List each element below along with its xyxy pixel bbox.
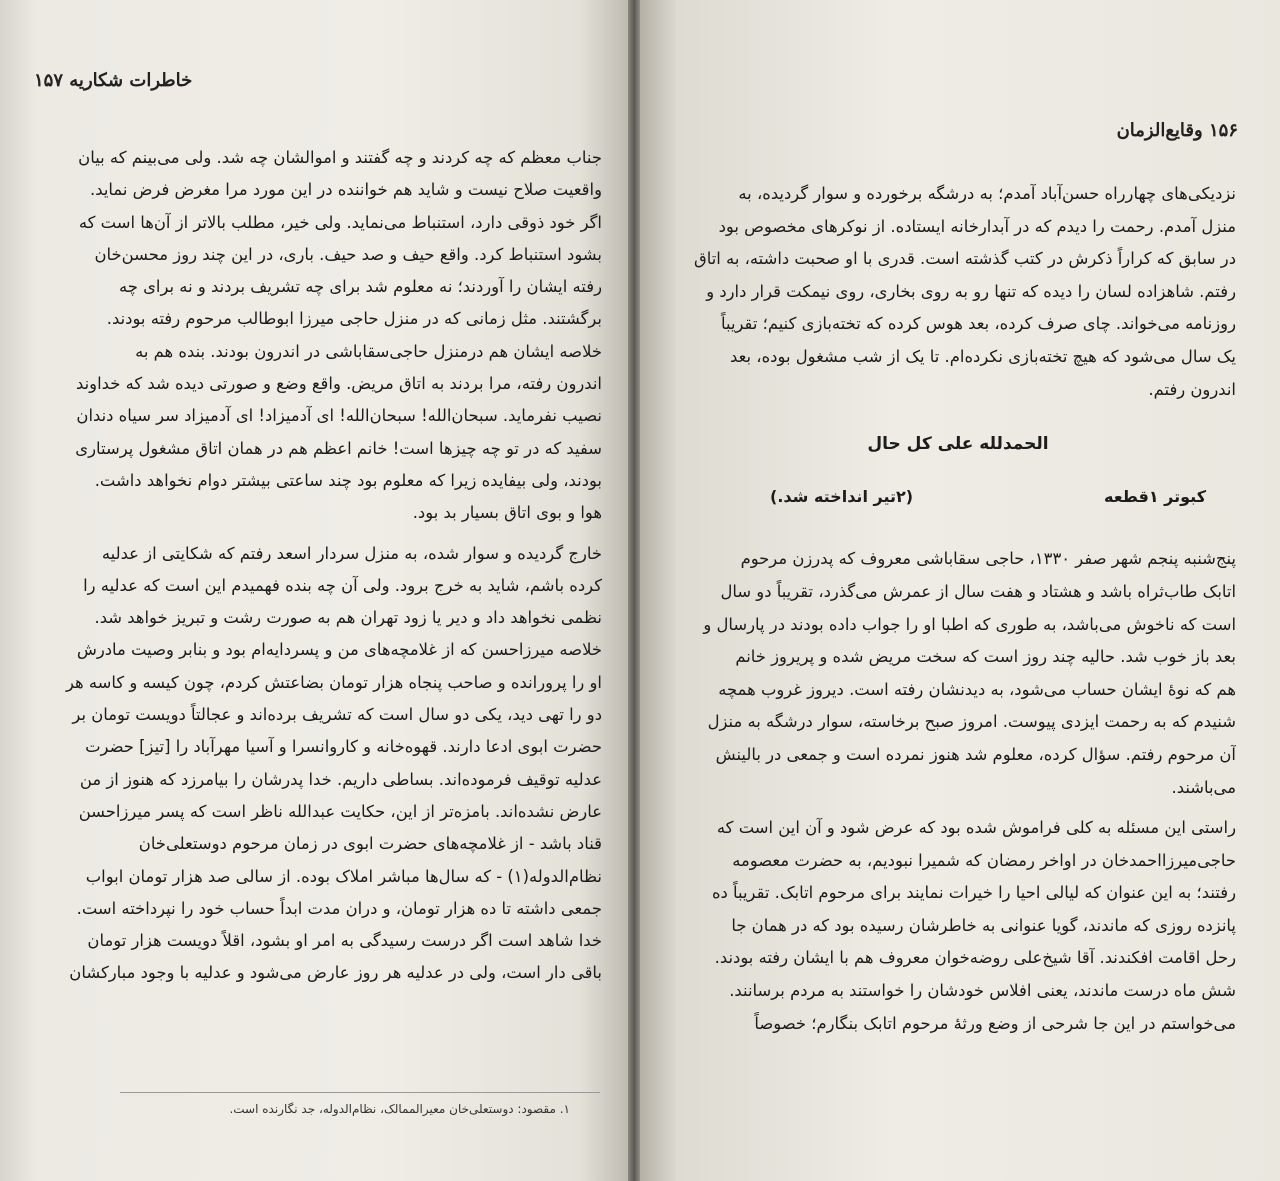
text-line: واقعیت صلاح نیست و شاید هم خواننده در این مورد مرا مغرض فرض نماید. [90,180,602,200]
hunt-tally-shots: (۲تیر انداخته شد.) [770,486,914,506]
text-line: جناب معظم که چه کردند و چه گفتند و اموالشان چه شد. ولی می‌بینم که بیان [78,148,602,167]
right-paragraph-2 [680,812,1236,1040]
text-line: اندرون رفتم. [1148,379,1236,399]
text-line: نظمی نخواهد داد و دیر یا زود تهران هم به صورت رشت و تبریز خواهد شد. [94,608,602,628]
text-line: پنج‌شنبه پنجم شهر صفر ۱۳۳۰، حاجی سقاباشی معروف که پدرزن مرحوم [740,549,1236,569]
text-line: خارج گردیده و سوار شده، به منزل سردار اسعد رفتم که شکایتی از عدلیه [101,543,602,563]
right-page [640,0,1280,1181]
text-line: عارض نشده‌اند. بامزه‌تر از این، حکایت عبدالله ناظر است که پسر میرزاحسن [78,801,602,821]
text-line: باقی دار است، ولی در عدلیه هر روز عارض می‌شود و عدلیه با وجود مبارکشان [69,963,602,983]
text-line: منزل آمدم. رحمت را دیدم که در آبدارخانه ایستاده. از نوکرهای مخصوص بود [718,216,1236,236]
text-line: رفتند؛ به این عنوان که لیالی احیا را خیرات نمایند برای مرحوم اتابک. تقریباً ده [711,883,1236,903]
text-line: هم که نوهٔ ایشان حساب می‌شود، به دیدنشان رفته است. دیروز غروب همچه [718,679,1236,699]
text-line: هوا و بوی اتاق بسیار بد بود. [412,503,602,523]
text-line: نظام‌الدوله(۱) - که سال‌ها مباشر املاک بوده. از سالی صد هزار تومان ابواب [85,866,602,886]
left-page-body [34,142,602,990]
left-page [0,0,630,1181]
text-line: عدلیه توقیف فرموده‌اند. بساطی داریم. خدا پدرشان را بیامرزد که هنوز از من [79,769,602,789]
text-line: خدا شاهد است اگر درست رسیدگی به امر او بشود، اقلاً دویست هزار تومان [87,931,602,951]
text-line: راستی این مسئله به کلی فراموش شده بود که عرض شود و آن این است که [716,818,1236,838]
text-line: رفتم. شاهزاده لسان را دیده که تنها رو به روی بخاری، روی نیمکت قرار دارد و [706,281,1236,301]
hunt-tally [680,481,1236,514]
left-page-header: خاطرات شکاریه ۱۵۷ [34,70,193,91]
section-title: الحمدلله علی کل حال [867,434,1049,455]
text-line: است که ناخوش می‌باشد، به طوری که اطبا او را جواب داده بودند در پارسال و [703,614,1236,634]
right-intro-paragraph [680,178,1236,406]
text-line: او را پرورانده و صاحب پنجاه هزار تومان بضاعتش کردم، چون کیسه و کاسه هر [65,672,602,692]
text-line: سفید که در تو چه چیزها است! خانم اعظم هم در همان اتاق مشغول پرستاری [75,438,602,458]
text-line: می‌خواستم در این جا شرحی از وضع ورثهٔ مرحوم اتابک بنگارم؛ خصوصاً [754,1013,1236,1033]
text-line: شش ماه درست ماندند، یعنی افلاس خودشان را خواستند به مردم برسانند. [729,981,1236,1001]
right-page-body [680,178,1236,1040]
text-line: برگشتند. مثل زمانی که در منزل حاجی میرزا ابوطالب مرحوم رفته بودند. [106,309,602,329]
text-line: خلاصه میرزاحسن که از غلامچه‌های من و پسردایه‌ام بود و بنابر وصیت مادرش [76,640,602,660]
text-line: یک سال می‌شود که هیچ تخته‌بازی نکرده‌ام. تا یک از شب مشغول بوده، بعد [730,346,1236,366]
text-line: آن مرحوم رفتم. سؤال کرده، معلوم شد هنوز نمرده است و جمعی در بالینش [715,744,1236,764]
text-line: قناد باشد - از غلامچه‌های حضرت ابوی در زمان مرحوم دوستعلی‌خان [138,834,602,854]
text-line: نزدیکی‌های چهارراه حسن‌آباد آمدم؛ به درشگه برخورده و سوار گردیده، به [738,184,1236,203]
text-line: پانزده روزی که ماندند، گویا عنوانی به خاطرشان رسیده بود که در همان جا [731,915,1236,935]
text-line: جمعی داشته تا ده هزار تومان، و دران مدت ابداً حساب خود را نپرداخته است. [76,898,602,918]
text-line: کرده باشم، شاید به خرج برود. ولی آن چه بنده فهمیدم این است که عدلیه را [83,575,602,595]
text-line: بعد باز خوب شد. حالیه چند روز است که سخت مریض شده و پریروز خانم [735,647,1236,667]
text-line: شنیدم که به رحمت ایزدی پیوست. امروز صبح برخاسته، سوار درشگه به منزل [707,712,1236,732]
footnote-divider [120,1092,600,1093]
text-line: اگر خود ذوقی دارد، استنباط می‌نماید. ولی خیر، مطلب بالاتر از آن‌ها است که [78,212,602,232]
text-line: در سابق که کراراً ذکرش در کتب گذشته است. قدری با او صحبت داشته، به اتاق [694,249,1236,269]
footnote: ۱. مقصود: دوستعلی‌خان معیرالممالک، نظام‌الدوله، جد نگارنده است. [229,1102,570,1116]
text-line: دو را تهی دید، یکی دو سال است که تشریف برده‌اند و عجالتاً دویست تومان بر [72,705,602,725]
text-line: اتابک طاب‌ثراه باشد و هشتاد و هفت سال از عمرش می‌گذرد، تقریباً دو سال [720,581,1236,601]
text-line: حاجی‌میرزااحمدخان در اواخر رمضان که شمیرا نبودیم، به حضرت معصومه [732,850,1236,870]
text-line: بودند، ولی بیفایده زیرا که معلوم بود چند ساعتی بیشتر دوام نخواهد داشت. [94,470,602,490]
right-paragraph-1 [680,543,1236,804]
text-line: رحل اقامت افکندند. آقا شیخ‌علی روضه‌خوان معروف هم با ایشان رفته بودند. [714,948,1236,968]
text-line: اندرون رفته، مرا بردند به اتاق مریض. واقع وضع و صورتی دیده شد که خداوند [76,374,602,394]
text-line: روزنامه می‌خواند. چای صرف کرده، بعد هوس کرده که تخته‌بازی کنیم؛ تقریباً [721,314,1236,334]
right-page-header: ۱۵۶ وقایع‌الزمان [1116,120,1238,141]
text-line: بشود استنباط کرد. واقع حیف و صد حیف. باری، در این چند روز محسن‌خان [94,244,602,264]
hunt-tally-game: کبوتر ۱قطعه [1104,486,1206,506]
text-line: نصیب نفرماید. سبحان‌الله! سبحان‌الله! ای آدمیزاد! ای آدمیزاد سر سیاه دندان [76,406,602,426]
text-line: خلاصه ایشان هم درمنزل حاجی‌سقاباشی در اندرون بودند. بنده هم به [135,341,602,361]
text-line: می‌باشند. [1171,777,1236,797]
text-line: رفته ایشان را آوردند؛ نه معلوم شد برای چه تشریف بردند و نه برای چه [118,277,602,297]
text-line: حضرت ابوی ادعا دارند. قهوه‌خانه و کاروانسرا و آسیا مهرآباد را [تیز] حضرت [85,737,602,757]
